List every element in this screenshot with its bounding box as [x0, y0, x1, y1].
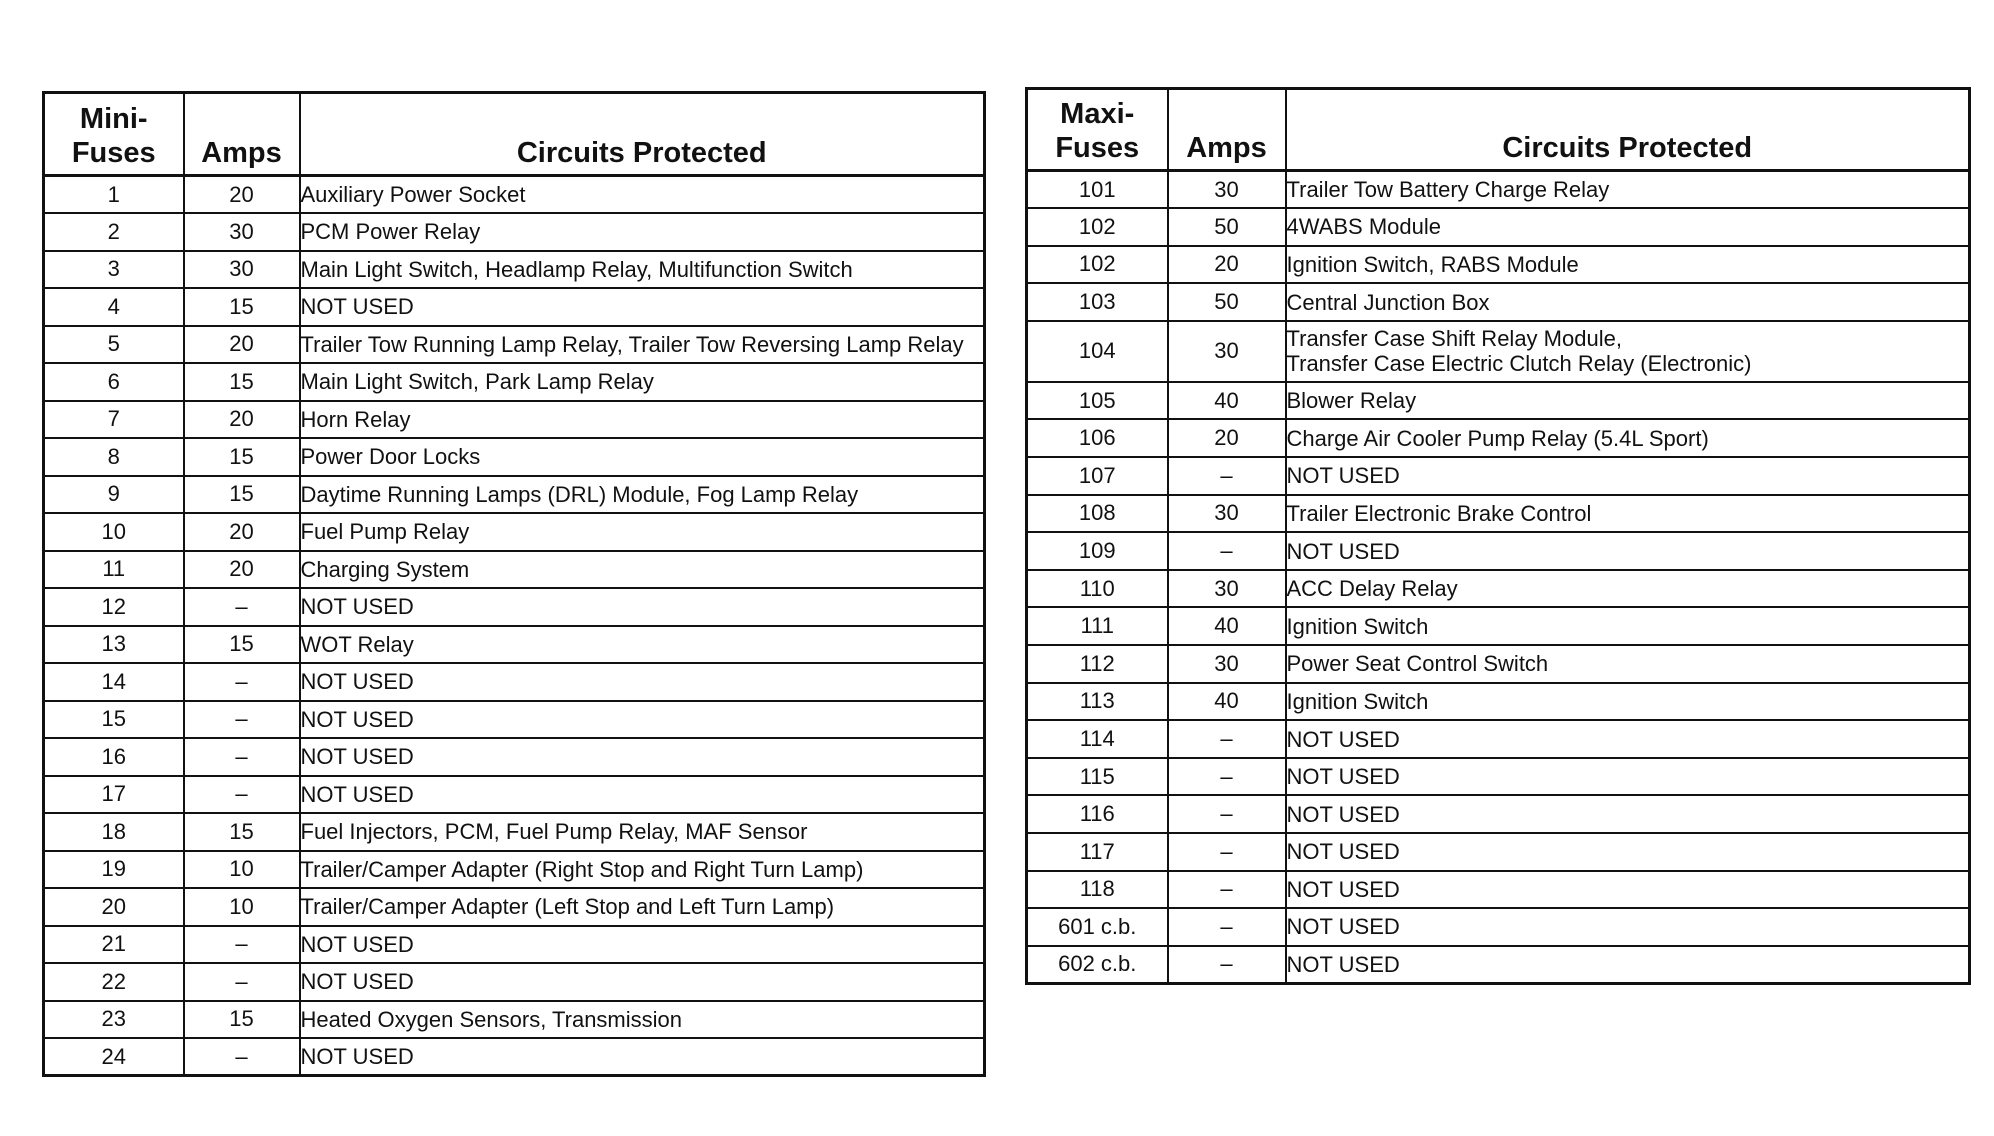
table-row: [1027, 419, 1970, 457]
circuit-text: Ignition Switch: [1286, 688, 1429, 714]
fuse-number: 14: [44, 663, 184, 701]
fuse-amps: 20: [1168, 246, 1286, 284]
circuits-protected: [1286, 758, 1970, 796]
fuse-amps: 20: [184, 401, 300, 439]
circuits-protected: [300, 213, 985, 251]
fuse-number: 113: [1027, 683, 1168, 721]
table-row: [44, 926, 985, 964]
circuit-text: NOT USED: [1286, 876, 1400, 902]
fuse-amps: –: [1168, 532, 1286, 570]
fuse-amps: 30: [1168, 171, 1286, 209]
fuse-number: 21: [44, 926, 184, 964]
fuse-number: 109: [1027, 532, 1168, 570]
circuit-text: NOT USED: [300, 931, 414, 957]
circuits-protected: [1286, 795, 1970, 833]
circuits-protected: [300, 1001, 985, 1039]
fuse-amps: 40: [1168, 382, 1286, 420]
fuse-number: 111: [1027, 607, 1168, 645]
circuit-text: Trailer/Camper Adapter (Right Stop and Right Turn Lamp): [300, 856, 864, 882]
fuse-amps: 20: [184, 551, 300, 589]
fuse-number: 6: [44, 363, 184, 401]
fuse-amps: –: [184, 588, 300, 626]
circuits-protected-header: Circuits Protected: [300, 93, 985, 176]
circuit-text: NOT USED: [300, 744, 414, 770]
fuse-number: 17: [44, 776, 184, 814]
fuse-amps: 15: [184, 288, 300, 326]
fuse-number: 9: [44, 476, 184, 514]
circuits-protected: [300, 663, 985, 701]
circuits-protected: [1286, 946, 1970, 984]
circuit-text: Charge Air Cooler Pump Relay (5.4L Sport): [1286, 425, 1709, 451]
fuse-amps: 10: [184, 888, 300, 926]
fuse-number: 114: [1027, 720, 1168, 758]
circuits-protected: [300, 401, 985, 439]
fuse-amps: –: [1168, 457, 1286, 495]
fuse-number: 2: [44, 213, 184, 251]
fuse-number: 24: [44, 1038, 184, 1076]
circuit-text: Transfer Case Shift Relay Module,: [1286, 326, 1622, 352]
fuse-amps: –: [1168, 908, 1286, 946]
mini-fuses-rows: [44, 176, 985, 1076]
circuits-protected: [300, 701, 985, 739]
circuits-protected: [300, 813, 985, 851]
circuit-text: Transfer Case Electric Clutch Relay (Electronic): [1286, 351, 1752, 377]
fuse-number: 4: [44, 288, 184, 326]
circuits-protected: [300, 326, 985, 364]
table-row: [1027, 645, 1970, 683]
fuse-number: 102: [1027, 246, 1168, 284]
circuit-text: NOT USED: [1286, 801, 1400, 827]
table-row: [1027, 795, 1970, 833]
fuse-amps: 40: [1168, 607, 1286, 645]
table-row: [1027, 833, 1970, 871]
fuse-number: 19: [44, 851, 184, 889]
fuse-number: 101: [1027, 171, 1168, 209]
fuse-number: 601 c.b.: [1027, 908, 1168, 946]
table-row: [44, 776, 985, 814]
fuse-amps: –: [184, 963, 300, 1001]
table-header-row: [1027, 89, 1970, 171]
circuit-text: NOT USED: [300, 781, 414, 807]
circuit-text: Trailer Tow Battery Charge Relay: [1286, 177, 1610, 203]
circuits-protected: [300, 1038, 985, 1076]
table-row: [44, 288, 985, 326]
table-row: [1027, 946, 1970, 984]
table-row: [44, 176, 985, 214]
table-row: [1027, 283, 1970, 321]
circuits-protected: [1286, 607, 1970, 645]
circuit-text: NOT USED: [1286, 764, 1400, 790]
table-row: [1027, 382, 1970, 420]
table-row: [1027, 720, 1970, 758]
table-row: [44, 701, 985, 739]
fuse-amps: 20: [184, 176, 300, 214]
circuits-protected-header: Circuits Protected: [1286, 89, 1970, 171]
table-row: [1027, 683, 1970, 721]
fuse-number: 1: [44, 176, 184, 214]
circuit-text: Heated Oxygen Sensors, Transmission: [300, 1006, 683, 1032]
circuit-text: NOT USED: [1286, 839, 1400, 865]
circuit-text: Blower Relay: [1286, 388, 1417, 414]
fuse-number: 108: [1027, 495, 1168, 533]
fuse-number: 11: [44, 551, 184, 589]
fuse-amps: –: [184, 926, 300, 964]
fuse-number: 107: [1027, 457, 1168, 495]
circuit-text: Ignition Switch: [1286, 613, 1429, 639]
mini-fuses-table: [42, 91, 986, 1077]
fuse-number: 12: [44, 588, 184, 626]
circuits-protected: [1286, 382, 1970, 420]
fuse-amps: –: [184, 701, 300, 739]
fuse-amps: –: [1168, 758, 1286, 796]
fuse-amps: 50: [1168, 208, 1286, 246]
fuse-amps: 30: [184, 251, 300, 289]
circuits-protected: [1286, 683, 1970, 721]
table-row: [44, 888, 985, 926]
table-row: [1027, 457, 1970, 495]
fuse-amps: 50: [1168, 283, 1286, 321]
fuse-number: 115: [1027, 758, 1168, 796]
circuit-text: NOT USED: [300, 1044, 414, 1069]
circuits-protected: [1286, 457, 1970, 495]
circuits-protected: [1286, 833, 1970, 871]
circuits-protected: [300, 476, 985, 514]
circuits-protected: [1286, 321, 1970, 382]
fuse-amps: –: [1168, 871, 1286, 909]
table-row: [1027, 532, 1970, 570]
table-row: [1027, 208, 1970, 246]
fuse-amps: 30: [1168, 645, 1286, 683]
fuse-amps: 15: [184, 363, 300, 401]
table-row: [44, 588, 985, 626]
circuits-protected: [300, 551, 985, 589]
fuse-number: 106: [1027, 419, 1168, 457]
fuse-amps: –: [1168, 946, 1286, 984]
fuse-number: 13: [44, 626, 184, 664]
circuit-text: Fuel Injectors, PCM, Fuel Pump Relay, MAF Sensor: [300, 819, 808, 845]
fuse-amps: 15: [184, 476, 300, 514]
table-row: [44, 363, 985, 401]
table-row: [44, 401, 985, 439]
circuit-text: Power Seat Control Switch: [1286, 651, 1549, 677]
fuse-amps: 15: [184, 438, 300, 476]
circuit-text: NOT USED: [300, 969, 414, 995]
maxi-fuses-header: Maxi- Fuses: [1027, 89, 1168, 171]
table-row: [1027, 171, 1970, 209]
fuse-amps: 10: [184, 851, 300, 889]
table-row: [44, 326, 985, 364]
circuits-protected: [300, 776, 985, 814]
circuit-text: Fuel Pump Relay: [300, 519, 470, 545]
circuits-protected: [300, 626, 985, 664]
table-row: [1027, 758, 1970, 796]
circuit-text: Power Door Locks: [300, 444, 481, 470]
fuse-number: 7: [44, 401, 184, 439]
fuse-number: 112: [1027, 645, 1168, 683]
table-row: [44, 813, 985, 851]
circuits-protected: [300, 738, 985, 776]
fuse-number: 8: [44, 438, 184, 476]
circuits-protected: [300, 438, 985, 476]
circuit-text: Central Junction Box: [1286, 289, 1490, 315]
mini-fuses-header: Mini- Fuses: [44, 93, 184, 176]
fuse-number: 15: [44, 701, 184, 739]
table-row: [44, 551, 985, 589]
circuits-protected: [1286, 171, 1970, 209]
fuse-amps: 30: [184, 213, 300, 251]
circuits-protected: [1286, 908, 1970, 946]
circuits-protected: [300, 888, 985, 926]
circuit-text: Daytime Running Lamps (DRL) Module, Fog Lamp Relay: [300, 481, 859, 507]
circuit-text: NOT USED: [300, 294, 414, 320]
table-row: [44, 738, 985, 776]
fuse-number: 602 c.b.: [1027, 946, 1168, 984]
table-row: [44, 663, 985, 701]
circuits-protected: [300, 963, 985, 1001]
table-row: [44, 851, 985, 889]
fuse-amps: –: [1168, 720, 1286, 758]
table-row: [44, 476, 985, 514]
circuits-protected: [1286, 283, 1970, 321]
fuse-number: 116: [1027, 795, 1168, 833]
circuits-protected: [1286, 720, 1970, 758]
fuse-number: 102: [1027, 208, 1168, 246]
circuits-protected: [300, 851, 985, 889]
circuit-text: Ignition Switch, RABS Module: [1286, 251, 1579, 277]
circuit-text: NOT USED: [300, 594, 414, 620]
fuse-number: 23: [44, 1001, 184, 1039]
circuits-protected: [300, 513, 985, 551]
amps-header: Amps: [1168, 89, 1286, 171]
circuit-text: Main Light Switch, Headlamp Relay, Multifunction Switch: [300, 256, 853, 282]
fuse-amps: –: [1168, 795, 1286, 833]
fuse-amps: 40: [1168, 683, 1286, 721]
table-row: [44, 626, 985, 664]
circuits-protected: [1286, 645, 1970, 683]
circuit-text: Main Light Switch, Park Lamp Relay: [300, 369, 654, 395]
fuse-number: 16: [44, 738, 184, 776]
fuse-number: 22: [44, 963, 184, 1001]
table-header-row: [44, 93, 985, 176]
circuits-protected: [1286, 570, 1970, 608]
fuse-number: 5: [44, 326, 184, 364]
circuit-text: NOT USED: [300, 706, 414, 732]
circuit-text: Auxiliary Power Socket: [300, 182, 526, 207]
circuit-text: NOT USED: [1286, 726, 1400, 752]
circuits-protected: [1286, 871, 1970, 909]
fuse-amps: –: [1168, 833, 1286, 871]
circuit-text: Trailer Electronic Brake Control: [1286, 500, 1592, 526]
fuse-number: 103: [1027, 283, 1168, 321]
circuits-protected: [300, 288, 985, 326]
circuit-text: NOT USED: [1286, 951, 1400, 977]
table-row: [1027, 871, 1970, 909]
fuse-amps: 20: [184, 513, 300, 551]
maxi-fuses-table: [1025, 87, 1971, 985]
circuit-text: NOT USED: [300, 669, 414, 695]
circuit-text: Trailer Tow Running Lamp Relay, Trailer Tow Reversing Lamp Relay: [300, 331, 964, 357]
fuse-number: 18: [44, 813, 184, 851]
circuit-text: Trailer/Camper Adapter (Left Stop and Left Turn Lamp): [300, 894, 835, 920]
table-row: [1027, 495, 1970, 533]
circuits-protected: [300, 588, 985, 626]
circuit-text: Horn Relay: [300, 406, 411, 432]
circuit-text: Charging System: [300, 556, 470, 582]
table-row: [44, 213, 985, 251]
circuits-protected: [1286, 495, 1970, 533]
table-row: [1027, 246, 1970, 284]
fuse-number: 110: [1027, 570, 1168, 608]
circuits-protected: [1286, 532, 1970, 570]
table-row: [1027, 607, 1970, 645]
fuse-amps: –: [184, 1038, 300, 1076]
circuit-text: NOT USED: [1286, 538, 1400, 564]
fuse-number: 20: [44, 888, 184, 926]
maxi-fuses-rows: [1027, 171, 1970, 984]
circuits-protected: [1286, 208, 1970, 246]
fuse-amps: 15: [184, 1001, 300, 1039]
circuit-text: NOT USED: [1286, 463, 1400, 489]
fuse-amps: 15: [184, 813, 300, 851]
table-row: [44, 1038, 985, 1076]
fuse-amps: 30: [1168, 495, 1286, 533]
fuse-number: 3: [44, 251, 184, 289]
table-row: [44, 251, 985, 289]
circuit-text: NOT USED: [1286, 914, 1400, 940]
fuse-amps: 20: [184, 326, 300, 364]
circuit-text: WOT Relay: [300, 631, 414, 657]
fuse-number: 10: [44, 513, 184, 551]
circuits-protected: [1286, 246, 1970, 284]
circuits-protected: [300, 251, 985, 289]
fuse-amps: 30: [1168, 570, 1286, 608]
table-row: [44, 963, 985, 1001]
table-row: [1027, 908, 1970, 946]
table-row: [44, 1001, 985, 1039]
fuse-number: 117: [1027, 833, 1168, 871]
fuse-amps: 15: [184, 626, 300, 664]
amps-header: Amps: [184, 93, 300, 176]
circuits-protected: [300, 176, 985, 214]
fuse-amps: –: [184, 776, 300, 814]
circuits-protected: [300, 363, 985, 401]
fuse-amps: –: [184, 663, 300, 701]
table-row: [44, 513, 985, 551]
table-row: [1027, 570, 1970, 608]
fuse-number: 104: [1027, 321, 1168, 382]
circuits-protected: [300, 926, 985, 964]
fuse-number: 105: [1027, 382, 1168, 420]
fuse-amps: 20: [1168, 419, 1286, 457]
circuits-protected: [1286, 419, 1970, 457]
table-row: [44, 438, 985, 476]
fuse-number: 118: [1027, 871, 1168, 909]
circuit-text: ACC Delay Relay: [1286, 576, 1458, 602]
fuse-amps: –: [184, 738, 300, 776]
circuit-text: PCM Power Relay: [300, 219, 481, 245]
fuse-amps: 30: [1168, 321, 1286, 382]
table-row: [1027, 321, 1970, 382]
circuit-text: 4WABS Module: [1286, 214, 1441, 240]
